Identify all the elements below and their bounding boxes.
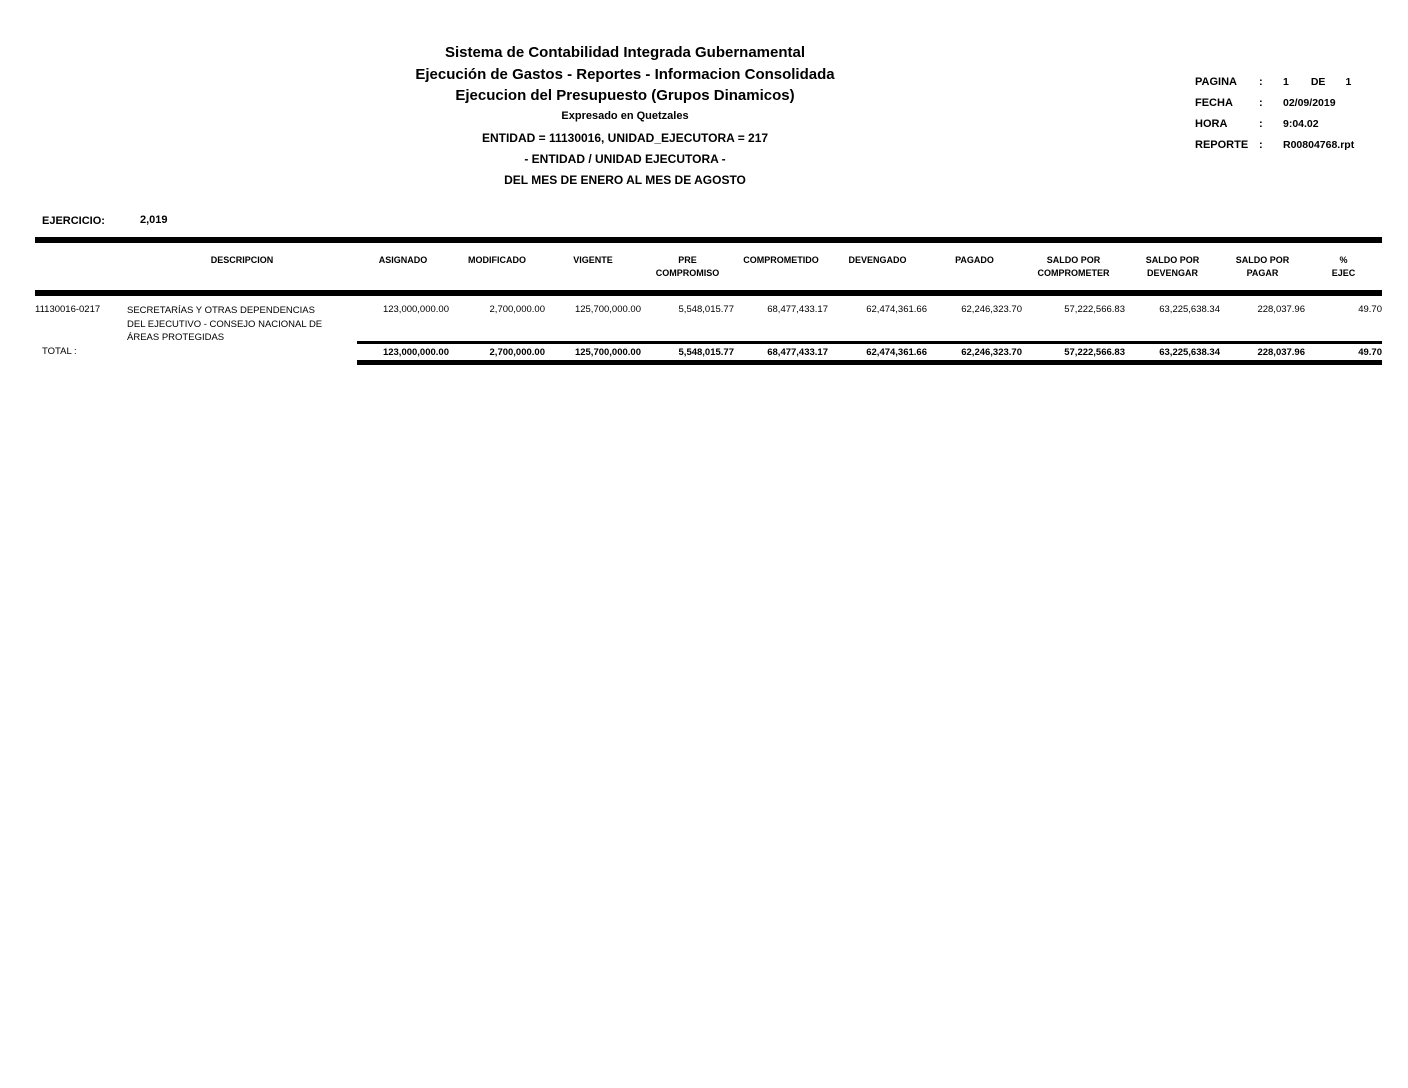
meta-row-pagina: [1195, 76, 1405, 97]
total-value-devengado: 62,474,361.66: [866, 347, 927, 358]
column-header-saldo-por-pagar-line1: SALDO POR: [1235, 255, 1290, 265]
column-header-devengado-line1: DEVENGADO: [848, 255, 907, 265]
column-header-comprometido-line1: COMPROMETIDO: [743, 255, 819, 265]
fecha-label: FECHA: [1195, 97, 1233, 109]
column-header-pct-ejec-line2: EJEC: [1331, 268, 1356, 278]
column-header-saldo-por-devengar-line1: SALDO POR: [1145, 255, 1200, 265]
column-header-pre-compromiso: [641, 254, 734, 280]
column-header-pct-ejec: [1305, 254, 1382, 280]
row-value-saldo-por-devengar: 63,225,638.34: [1159, 304, 1220, 315]
reporte-label: REPORTE: [1195, 139, 1249, 151]
column-header-saldo-por-devengar: [1125, 254, 1220, 280]
total-value-modificado: 2,700,000.00: [489, 347, 545, 358]
column-header-vigente-line1: VIGENTE: [573, 255, 613, 265]
row-value-pre-compromiso: 5,548,015.77: [678, 304, 734, 315]
row-value-comprometido: 68,477,433.17: [767, 304, 828, 315]
meta-row-reporte: [1195, 139, 1405, 160]
total-row-box: [357, 341, 1382, 365]
hora-colon: :: [1259, 118, 1263, 130]
row-value-pagado: 62,246,323.70: [961, 304, 1022, 315]
report-subtitle-period: DEL MES DE ENERO AL MES DE AGOSTO: [504, 173, 746, 187]
report-meta-block: [1195, 76, 1405, 160]
total-value-comprometido: 68,477,433.17: [767, 347, 828, 358]
meta-row-hora: [1195, 118, 1405, 139]
total-value-saldo-por-devengar: 63,225,638.34: [1159, 347, 1220, 358]
column-header-asignado-line1: ASIGNADO: [378, 255, 428, 265]
column-header-descripcion-line1: DESCRIPCION: [210, 255, 274, 265]
column-header-devengado: [828, 254, 927, 280]
total-values-row: [357, 344, 1382, 360]
pagina-label: PAGINA: [1195, 76, 1237, 88]
reporte-value: R00804768.rpt: [1283, 139, 1355, 151]
report-title-line3: Ejecucion del Presupuesto (Grupos Dinamicos): [455, 87, 795, 104]
pagina-number: 1: [1283, 76, 1289, 88]
total-label: TOTAL :: [42, 346, 77, 357]
column-header-modificado-line1: MODIFICADO: [468, 255, 526, 265]
horizontal-rule-below-headers: [35, 290, 1382, 296]
column-header-vigente: [545, 254, 641, 280]
column-header-saldo-por-devengar-line2: DEVENGAR: [1146, 268, 1198, 278]
column-header-pre-compromiso-line1: PRE: [678, 255, 697, 265]
row-description: SECRETARÍAS Y OTRAS DEPENDENCIAS DEL EJECUTIVO - CONSEJO NACIONAL DE ÁREAS PROTEGIDAS: [127, 305, 323, 343]
pagina-de-label: DE: [1310, 76, 1326, 88]
reporte-colon: :: [1259, 139, 1263, 151]
pagina-colon: :: [1259, 76, 1263, 88]
meta-row-fecha: [1195, 97, 1405, 118]
row-value-modificado: 2,700,000.00: [489, 304, 545, 315]
total-value-saldo-por-comprometer: 57,222,566.83: [1064, 347, 1125, 358]
column-header-saldo-por-pagar-line2: PAGAR: [1246, 268, 1279, 278]
ejercicio-value: 2,019: [140, 214, 168, 226]
row-value-vigente: 125,700,000.00: [574, 304, 641, 315]
column-header-pre-compromiso-line2: COMPROMISO: [655, 268, 720, 278]
total-value-pre-compromiso: 5,548,015.77: [678, 347, 734, 358]
row-value-pct-ejec: 49.70: [1358, 304, 1382, 315]
column-header-descripcion: [127, 254, 357, 280]
column-header-pct-ejec-line1: %: [1339, 255, 1348, 265]
hora-label: HORA: [1195, 118, 1228, 130]
hora-value: 9:04.02: [1283, 118, 1319, 130]
row-value-saldo-por-comprometer: 57,222,566.83: [1064, 304, 1125, 315]
report-subtitle-grouping: - ENTIDAD / UNIDAD EJECUTORA -: [524, 152, 726, 166]
pagina-total-number: 1: [1345, 76, 1352, 88]
pagina-value: [1275, 76, 1405, 88]
column-header-asignado: [357, 254, 449, 280]
total-value-vigente: 125,700,000.00: [574, 347, 641, 358]
fecha-value: 02/09/2019: [1283, 97, 1336, 109]
column-header-saldo-por-comprometer-line1: SALDO POR: [1046, 255, 1101, 265]
total-value-pct-ejec: 49.70: [1358, 347, 1382, 358]
horizontal-rule-top: [35, 237, 1382, 243]
row-value-saldo-por-pagar: 228,037.96: [1257, 304, 1305, 315]
report-subtitle-currency: Expresado en Quetzales: [561, 110, 689, 122]
table-row: [35, 304, 1382, 345]
total-value-pagado: 62,246,323.70: [961, 347, 1022, 358]
report-title-line2: Ejecución de Gastos - Reportes - Informacion Consolidada: [415, 66, 835, 83]
ejercicio-label: EJERCICIO:: [42, 215, 105, 227]
column-header-modificado: [449, 254, 545, 280]
column-header-code-empty: [35, 254, 127, 280]
column-header-saldo-por-pagar: [1220, 254, 1305, 280]
fecha-colon: :: [1259, 97, 1263, 109]
row-value-asignado: 123,000,000.00: [382, 304, 449, 315]
column-header-saldo-por-comprometer-line2: COMPROMETER: [1037, 268, 1110, 278]
column-header-pagado-line1: PAGADO: [955, 255, 994, 265]
row-code: 11130016-0217: [35, 304, 101, 315]
report-title-line1: Sistema de Contabilidad Integrada Gubernamental: [444, 44, 806, 61]
column-header-saldo-por-comprometer: [1022, 254, 1125, 280]
total-value-saldo-por-pagar: 228,037.96: [1257, 347, 1305, 358]
column-header-comprometido: [734, 254, 828, 280]
column-header-pagado: [927, 254, 1022, 280]
table-header-row: [35, 254, 1382, 280]
total-value-asignado: 123,000,000.00: [382, 347, 449, 358]
report-subtitle-entity: ENTIDAD = 11130016, UNIDAD_EJECUTORA = 217: [481, 131, 769, 145]
row-value-devengado: 62,474,361.66: [866, 304, 927, 315]
